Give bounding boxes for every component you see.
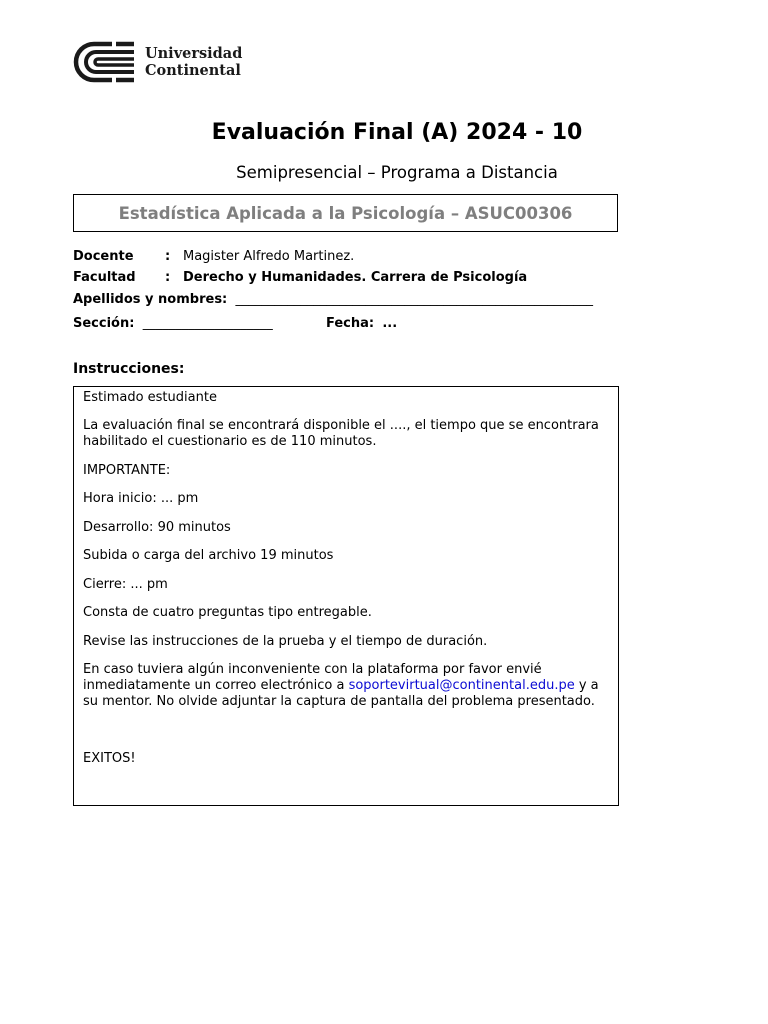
course-name: Estadística Aplicada a la Psicología – ASUC00306	[118, 203, 573, 223]
fecha-value: ...	[382, 316, 398, 331]
facultad-colon: :	[165, 270, 171, 285]
logo-text	[145, 45, 242, 79]
instructions-heading: Instrucciones:	[73, 361, 185, 377]
closing-text: EXITOS!	[83, 750, 136, 766]
facultad-value: Derecho y Humanidades. Carrera de Psicología	[183, 270, 528, 285]
logo-line-2: Continental	[145, 62, 241, 79]
close-time: Cierre: ... pm	[83, 576, 168, 592]
course-box	[73, 194, 618, 232]
facultad-label: Facultad	[73, 270, 136, 285]
logo-line-1: Universidad	[145, 45, 243, 62]
greeting: Estimado estudiante	[83, 390, 217, 405]
docente-row	[73, 249, 354, 264]
docente-colon: :	[165, 249, 171, 264]
seccion-field[interactable]: ____________________	[142, 316, 273, 331]
facultad-row	[73, 270, 527, 285]
fecha-label: Fecha:	[325, 316, 375, 331]
upload-time: Subida o carga del archivo 19 minutos	[83, 548, 334, 563]
start-time: Hora inicio: ... pm	[83, 491, 199, 506]
review-text: Revise las instrucciones de la prueba y el tiempo de duración.	[83, 633, 488, 649]
docente-label: Docente	[73, 249, 134, 264]
seccion-label: Sección:	[73, 316, 135, 331]
docente-value: Magister Alfredo Martinez.	[183, 249, 355, 264]
seccion-row	[73, 316, 397, 331]
availability-text: La evaluación final se encontrará disponible el ...., el tiempo que se encontrara habilitado el cuestionario es de 110 minutos.	[83, 418, 599, 449]
page-subtitle: Semipresencial – Programa a Distancia	[236, 163, 558, 182]
page-title: Evaluación Final (A) 2024 - 10	[211, 120, 583, 145]
apellidos-row	[73, 292, 593, 307]
development-time: Desarrollo: 90 minutos	[83, 519, 231, 535]
continental-logo-icon	[72, 40, 136, 84]
support-email-link[interactable]: soportevirtual@continental.edu.pe	[348, 678, 575, 693]
contact-text	[83, 662, 609, 710]
instructions-box	[73, 386, 619, 806]
contact-post: y a su mentor. No olvide adjuntar la captura de pantalla del problema presentado.	[83, 678, 599, 709]
apellidos-label: Apellidos y nombres:	[73, 292, 228, 307]
spacer	[83, 723, 609, 751]
contact-pre: En caso tuviera algún inconveniente con la plataforma por favor envié inmediatamente un correo electrónico a	[83, 662, 542, 693]
important-label: IMPORTANTE:	[83, 462, 171, 478]
university-logo	[72, 40, 242, 84]
question-count: Consta de cuatro preguntas tipo entregable.	[83, 605, 372, 620]
apellidos-field[interactable]: _______________________________________________________	[235, 292, 594, 307]
